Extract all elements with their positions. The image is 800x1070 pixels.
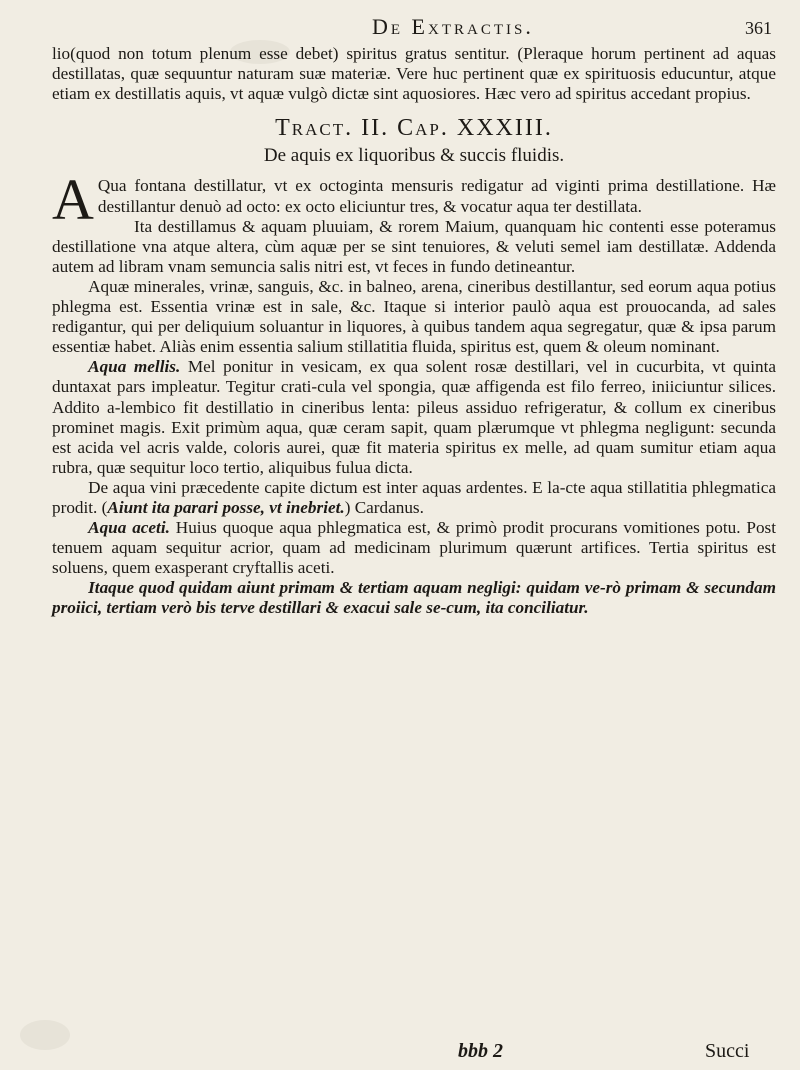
page-footer [0,1040,800,1066]
paragraph-aqua-fontana: A Qua fontana destillatur, vt ex octoginta mensuris redigatur ad viginti prima destillatione. Hæ destillantur denuò ad octo: ex octo eliciuntur tres, & vocatur aqua ter destillata. [52,167,776,233]
page-number: 361 [745,18,772,38]
paragraph-aqua-pluuia: Ita destillamus & aquam pluuiam, & rorem Maium, quanquam hic contenti esse poteramus destillatione vna atque altera, cùm aquæ per se sint tenuiores, & veluti semel iam destillatæ. Addenda autem ad libram vnam semuncia salis nitri est, vt feces in fundo detineantur. [52,216,776,276]
body-text [52,44,776,619]
paragraph-aqua-vini: De aqua vini præcedente capite dictum est inter aquas ardentes. E la-cte aqua stillatitia phlegmatica prodit. (Aiunt ita parari posse, vt inebriet.) Cardanus. [52,477,776,517]
running-head [0,14,800,44]
paragraph-aqua-mellis: Aqua mellis. Mel ponitur in vesicam, ex qua solent rosæ destillari, vel in cucurbita, vt quinta duntaxat pars impleatur. Tegitur crati-cula vel spongia, quæ affigenda est filo ferreo, iniiciuntur silices. Addito a-lembico fit destillatio in cineribus lenta: pileus assiduo refrigeratur, & collum ex cineribus prominet magis. Exit primùm aqua, quæ ceram sapit, quam plærumque vt phlegma negligunt: secunda est acida vel acris valde, coloris aurei, quæ fit materia spiritus ex melle, ad quam sumitur etiam aqua rubra, quæ sequitur loco tertio, aliquibus fulua dicta. [52,357,776,477]
paragraph-aqua-aceti: Aqua aceti. Huius quoque aqua phlegmatica est, & primò prodit procurans vomitiones potu. Post tenuem aquam sequitur acrior, quam ad medicinam plurimum quærunt artifices. Tertia spiritus est soluens, quem exasperant cryftallis aceti. [52,518,776,578]
signature-mark: bbb 2 [458,1040,503,1062]
running-title: De Extractis. [372,14,534,39]
paragraph-aquae-minerales: Aquæ minerales, vrinæ, sanguis, &c. in balneo, arena, cineribus destillantur, sed eorum aqua potius phlegma est. Essentia vrinæ est in sale, &c. Itaque si interior paulò aqua est prouocanda, ad sales redigantur, qui per deliquium soluantur in liquores, à quibus tandem aqua segregatur, quæ & ipsa parum essentiæ habet. Aliàs enim essentia salium stillatitia fluida, spiritus est, quem & oleum nominant. [52,276,776,357]
catchword: Succi [705,1040,750,1062]
chapter-subheading: De aquis ex liquoribus & succis fluidis. [263,145,565,167]
section-label-aqua-mellis: Aqua mellis. [88,357,181,377]
section-label-aqua-aceti: Aqua aceti. [88,518,170,538]
drop-cap: A [52,167,94,233]
paragraph-conclusion: Itaque quod quidam aiunt primam & tertiam aquam negligi: quidam ve-rò primam & secundam proiici, tertiam verò bis terve destillari & exacui sale se-cum, ita conciliatur. [52,578,776,618]
paragraph-continuation: lio(quod non totum plenum esse debet) spiritus gratus sentitur. (Pleraque horum pertinent ad aquas destillatas, quæ sequuntur naturam suæ materiæ. Vere huc pertinent quæ ex spirituosis educuntur, atque etiam ex destillatis aquis, vt aquæ vulgò dictæ sint aquosiores. Hæc vero ad spiritus accedant propius. [52,44,776,104]
chapter-heading: Tract. II. Cap. XXXIII. [275,115,553,142]
